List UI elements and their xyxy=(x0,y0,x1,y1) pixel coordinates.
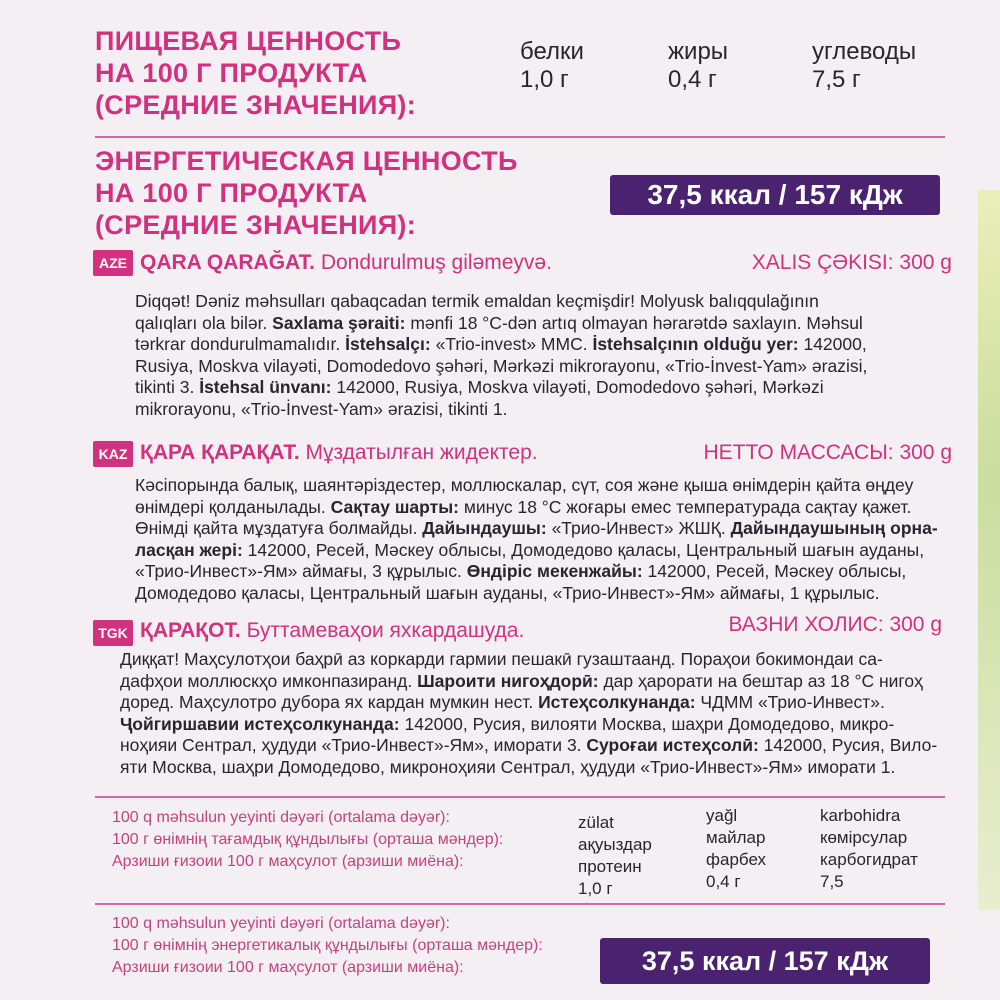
text-run: tikinti 3. xyxy=(135,377,200,397)
protein-label-aze: zülat xyxy=(578,813,614,832)
tgk-title-bold: ҚАРАҚОТ. xyxy=(140,619,241,642)
fat-value: 0,4 г xyxy=(706,872,741,891)
text-run: дафҳои моллюскҳо имконпазиранд. xyxy=(120,670,418,691)
energy-header xyxy=(95,145,535,241)
text-line xyxy=(135,561,965,583)
text-run: mikrorayonu, «Trio-İnvest-Yam» ərazisi, tikinti 1. xyxy=(135,398,508,419)
protein-label-kaz: ақуыздар xyxy=(578,835,652,854)
multi-fat-column xyxy=(706,805,766,893)
multi-energy-label: 100 q məhsulun yeyinti dəyəri (ortalama dəyər): xyxy=(112,915,450,932)
kaz-net-weight: НЕТТО МАССАСЫ: 300 g xyxy=(703,441,952,464)
aze-net-weight: XALIS ÇƏKISI: 300 g xyxy=(751,251,952,274)
bold-label: Ҷойгиршавии истеҳсолкунанда: xyxy=(120,713,400,734)
multi-energy-value-badge: 37,5 ккал / 157 кДж xyxy=(600,938,930,984)
carbs-label-kaz: көмірсулар xyxy=(820,828,908,847)
text-line xyxy=(135,356,965,378)
multi-nutrition-labels xyxy=(112,807,552,873)
text-line xyxy=(135,313,965,335)
text-run: tərkrar dondurulmamalıdır. xyxy=(135,334,346,354)
text-line xyxy=(120,671,965,693)
text-run: минус 18 °С жоғары емес температурада сақтау қажет. xyxy=(458,496,912,517)
lang-tag-kaz: KAZ xyxy=(93,441,133,467)
multi-nutrition-label: Арзиши ғизоии 100 г маҳсулот (арзиши миёна): xyxy=(112,853,464,870)
text-run: 142000, Русия, Вило- xyxy=(758,735,938,755)
energy-header-line: ЭНЕРГЕТИЧЕСКАЯ ЦЕННОСТЬ xyxy=(95,146,518,176)
bold-label: Дайындаушының орна- xyxy=(730,518,938,538)
text-line xyxy=(135,497,965,519)
fat-column xyxy=(668,38,728,94)
text-line xyxy=(135,377,965,399)
energy-header-line: НА 100 Г ПРОДУКТА xyxy=(95,178,368,208)
text-run: өнімдері қолданылады. xyxy=(135,496,331,517)
divider xyxy=(95,136,945,138)
text-run: 142000, Ресей, Мәскеу облысы, xyxy=(642,561,907,581)
bold-label: Шароити нигоҳдорӣ: xyxy=(417,670,599,691)
text-run: qalıqları ola bilər. xyxy=(135,312,273,333)
nutrition-header-line: НА 100 Г ПРОДУКТА xyxy=(95,58,368,88)
aze-title-rest: Dondurulmuş giləmeyvə. xyxy=(315,251,552,274)
protein-label: белки xyxy=(520,38,584,65)
kaz-body xyxy=(135,475,965,604)
protein-column xyxy=(520,38,584,94)
text-run: 142000, Ресей, Мәскеу облысы, Домодедово қаласы, Центральный шағын ауданы, xyxy=(242,539,925,560)
package-edge-decoration xyxy=(978,190,1000,910)
bold-label: Сақтау шарты: xyxy=(330,496,459,517)
bold-label: Өндіріс мекенжайы: xyxy=(466,561,643,581)
kaz-title-rest: Мұздатылған жидектер. xyxy=(299,441,538,464)
bold-label: İstehsalçı: xyxy=(345,334,431,354)
fat-label-aze: yağl xyxy=(706,806,738,825)
fat-label: жиры xyxy=(668,38,729,65)
text-run: mənfi 18 °C-dən artıq olmayan hərarətdə saxlayın. Məhsul xyxy=(405,312,863,333)
fat-value: 0,4 г xyxy=(668,66,717,93)
multi-nutrition-label: 100 г өнімнің тағамдық құндылығы (орташа мәндер): xyxy=(112,831,504,848)
bold-label: Истеҳсолкунанда: xyxy=(538,692,696,712)
nutrition-header-line: ПИЩЕВАЯ ЦЕННОСТЬ xyxy=(95,26,402,56)
carbs-value: 7,5 г xyxy=(812,66,861,93)
text-line xyxy=(120,692,965,714)
bold-label: ласқан жері: xyxy=(135,539,243,560)
text-run: «Trio-invest» MMC. xyxy=(430,334,593,354)
text-run: доред. Маҳсулотро дубора ях кардан мумкин нест. xyxy=(120,692,539,712)
multi-energy-labels xyxy=(112,913,552,979)
multi-energy-label: Арзиши ғизоии 100 г маҳсулот (арзиши миёна): xyxy=(112,959,464,976)
divider xyxy=(95,903,945,905)
aze-body xyxy=(135,291,965,420)
text-line xyxy=(135,475,965,497)
carbs-column xyxy=(812,38,916,94)
carbs-value: 7,5 xyxy=(820,872,844,891)
text-run: яти Москва, шаҳри Домодедово, микроноҳияи Сентрал, ҳудуди «Трио-Инвест»-Ям» иморати 1. xyxy=(120,756,896,777)
text-line xyxy=(135,334,965,356)
multi-protein-column xyxy=(578,812,652,900)
nutrition-header xyxy=(95,25,425,121)
text-run: ЧДММ «Трио-Инвест». xyxy=(695,692,885,712)
text-run: Өнімді қайта мұздатуға болмайды. xyxy=(135,518,423,538)
aze-title-bold: QARA QARAĞAT. xyxy=(140,251,315,274)
protein-value: 1,0 г xyxy=(578,879,613,898)
text-run: 142000, Русия, вилояти Москва, шаҳри Домодедово, микро- xyxy=(399,713,895,734)
protein-label-tgk: протеин xyxy=(578,857,642,876)
aze-title xyxy=(140,250,552,276)
tgk-body xyxy=(120,649,965,778)
text-line xyxy=(120,757,965,779)
text-run: Rusiya, Moskva vilayəti, Domodedovo şəhəri, Mərkəzi mikrorayonu, «Trio-İnvest-Yam» ərazisi, xyxy=(135,355,868,376)
bold-label: İstehsalçının olduğu yer: xyxy=(592,334,799,354)
text-run: 142000, Rusiya, Moskva vilayəti, Domodedovo şəhəri, Mərkəzi xyxy=(331,377,824,397)
text-line xyxy=(135,291,965,313)
text-line xyxy=(135,399,965,421)
kaz-title-bold: ҚАРА ҚАРАҚАТ. xyxy=(140,441,300,464)
kaz-title xyxy=(140,440,538,466)
tgk-title xyxy=(140,618,524,644)
bold-label: İstehsal ünvanı: xyxy=(199,377,332,397)
text-run: Домодедово қаласы, Центральный шағын ауданы, «Трио-Инвест»-Ям» аймағы, 1 құрылыс. xyxy=(135,582,880,603)
lang-tag-tgk: TGK xyxy=(93,620,133,646)
carbs-label: углеводы xyxy=(812,38,917,65)
tgk-title-rest: Буттамеваҳои яхкардашуда. xyxy=(240,619,525,642)
text-run: Diqqət! Dəniz məhsulları qabaqcadan termik emaldan keçmişdir! Molyusk balıqqulağının xyxy=(135,291,819,311)
nutrition-header-line: (СРЕДНИЕ ЗНАЧЕНИЯ): xyxy=(95,90,416,120)
text-run: ноҳияи Сентрал, ҳудуди «Трио-Инвест»-Ям», иморати 3. xyxy=(120,735,587,755)
energy-value-badge: 37,5 ккал / 157 кДж xyxy=(610,175,940,215)
carbs-label-tgk: карбогидрат xyxy=(820,850,918,869)
multi-carbs-column xyxy=(820,805,918,893)
text-line xyxy=(120,649,965,671)
multi-nutrition-label: 100 q məhsulun yeyinti dəyəri (ortalama dəyər): xyxy=(112,809,450,826)
bold-label: Суроғаи истеҳсолӣ: xyxy=(586,735,759,755)
tgk-net-weight: ВАЗНИ ХОЛИС: 300 g xyxy=(728,613,942,636)
bold-label: Дайындаушы: xyxy=(422,518,547,538)
fat-label-kaz: майлар xyxy=(706,828,766,847)
fat-label-tgk: фарбех xyxy=(706,850,767,869)
carbs-label-aze: karbohidra xyxy=(820,806,901,825)
text-run: Диққат! Маҳсулотҳои баҳрӣ аз коркарди гармии пешакӣ гузаштаанд. Пораҳои бокимондаи са- xyxy=(120,649,883,669)
text-line xyxy=(135,540,965,562)
lang-tag-aze: AZE xyxy=(93,250,133,276)
multi-energy-label: 100 г өнімнің энергетикалық құндылығы (орташа мәндер): xyxy=(112,937,543,954)
text-line xyxy=(135,518,965,540)
text-run: «Трио-Инвест»-Ям» аймағы, 3 құрылыс. xyxy=(135,561,467,581)
text-line xyxy=(120,714,965,736)
text-run: Кәсіпорында балық, шаянтәріздестер, моллюскалар, сүт, соя және қыша өнімдерін қайта өңдеу xyxy=(135,475,914,495)
energy-header-line: (СРЕДНИЕ ЗНАЧЕНИЯ): xyxy=(95,210,416,240)
bold-label: Saxlama şəraiti: xyxy=(272,312,406,333)
text-run: «Трио-Инвест» ЖШҚ. xyxy=(546,518,731,538)
protein-value: 1,0 г xyxy=(520,66,569,93)
text-run: 142000, xyxy=(798,334,867,354)
text-run: дар ҳарорати на бештар аз 18 °С нигоҳ xyxy=(598,670,923,691)
text-line xyxy=(120,735,965,757)
divider xyxy=(95,796,945,798)
text-line xyxy=(135,583,965,605)
